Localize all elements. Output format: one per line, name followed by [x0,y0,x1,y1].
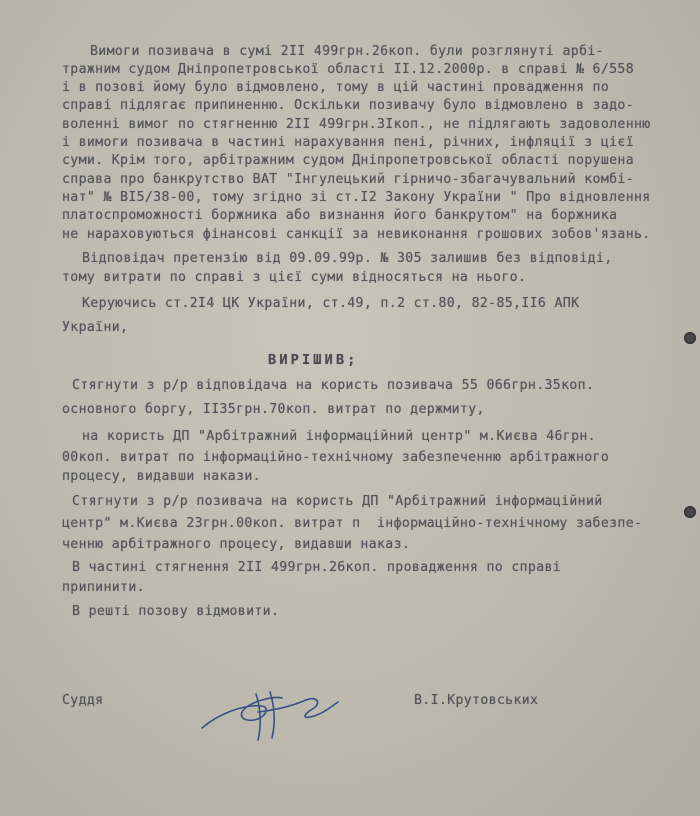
decision-line-5: процесу, видавши накази. [62,469,261,484]
decision-line-4: 00коп. витрат по інформаційно-технічному забезпеченню арбітражного [62,450,610,465]
body-line-10: платоспроможності боржника або визнання його банкрутом" на боржника [62,208,618,223]
body-line-12: Відповідач претензію від 09.09.99р. № 305 залишив без відповіді, [82,251,613,266]
decision-line-6: Стягнути з р/р позивача на користь ДП "Арбітражний інформаційний [72,494,603,509]
body-line-11: не нараховуються фінансові санкції за невиконання грошових зобов'язань. [62,227,651,242]
body-line-15: України, [62,320,129,335]
decision-line-10: припинити. [62,580,145,595]
signer-name: В.І.Крутовських [414,693,539,708]
decision-line-3: на користь ДП "Арбітражний інформаційний центр" м.Києва 46грн. [82,429,596,444]
decision-line-7: центр" м.Києва 23грн.00коп. витрат п інформаційно-технічному забезпе- [62,516,643,531]
body-line-14: Керуючись ст.2I4 ЦК України, ст.49, п.2 ст.80, 82-85,II6 АПК [82,296,580,311]
handwritten-signature [196,676,346,746]
body-line-1: Вимоги позивача в сумі 2II 499грн.26коп. були розглянуті арбі- [90,44,604,59]
decision-line-11: В решті позову відмовити. [72,604,280,619]
body-line-8: справа про банкрутство ВАТ "Інгулецький гірничо-збагачувальний комбі- [62,172,634,187]
body-line-5: воленні вимог по стягненню 2II 499грн.3Iкоп., не підлягають задоволенню [62,117,651,132]
body-line-3: і в позові йому було відмовлено, тому в цій частині провадження по [62,80,610,95]
signature-title: Суддя [62,693,104,708]
punch-hole-top [684,332,696,344]
decision-line-8: ченню арбітражного процесу, видавши наказ. [62,537,411,552]
body-line-4: справі підлягає припиненню. Оскільки позивачу було відмовлено в задо- [62,98,634,113]
body-line-6: і вимоги позивача в частині нарахування пені, річних, інфляції з цієї [62,135,634,150]
decision-line-9: В частині стягнення 2II 499грн.26коп. провадження по справі [72,560,562,575]
decision-line-1: Стягнути з р/р відповідача на користь позивача 55 066грн.35коп. [72,378,595,393]
decision-heading: ВИРІШИВ; [268,352,359,368]
body-line-2: тражним судом Дніпропетровської області II.12.2000р. в справі № 6/558 [62,62,634,77]
body-line-7: суми. Крім того, арбітражним судом Дніпропетровської області порушена [62,153,634,168]
decision-line-2: основного боргу, II35грн.70коп. витрат по держмиту, [62,402,485,417]
punch-hole-bottom [684,506,696,518]
body-line-13: тому витрати по справі з цієї суми відносяться на нього. [62,270,527,285]
body-line-9: нат" № ВI5/38-00, тому згідно зі ст.I2 Закону України " Про відновлення [62,190,651,205]
